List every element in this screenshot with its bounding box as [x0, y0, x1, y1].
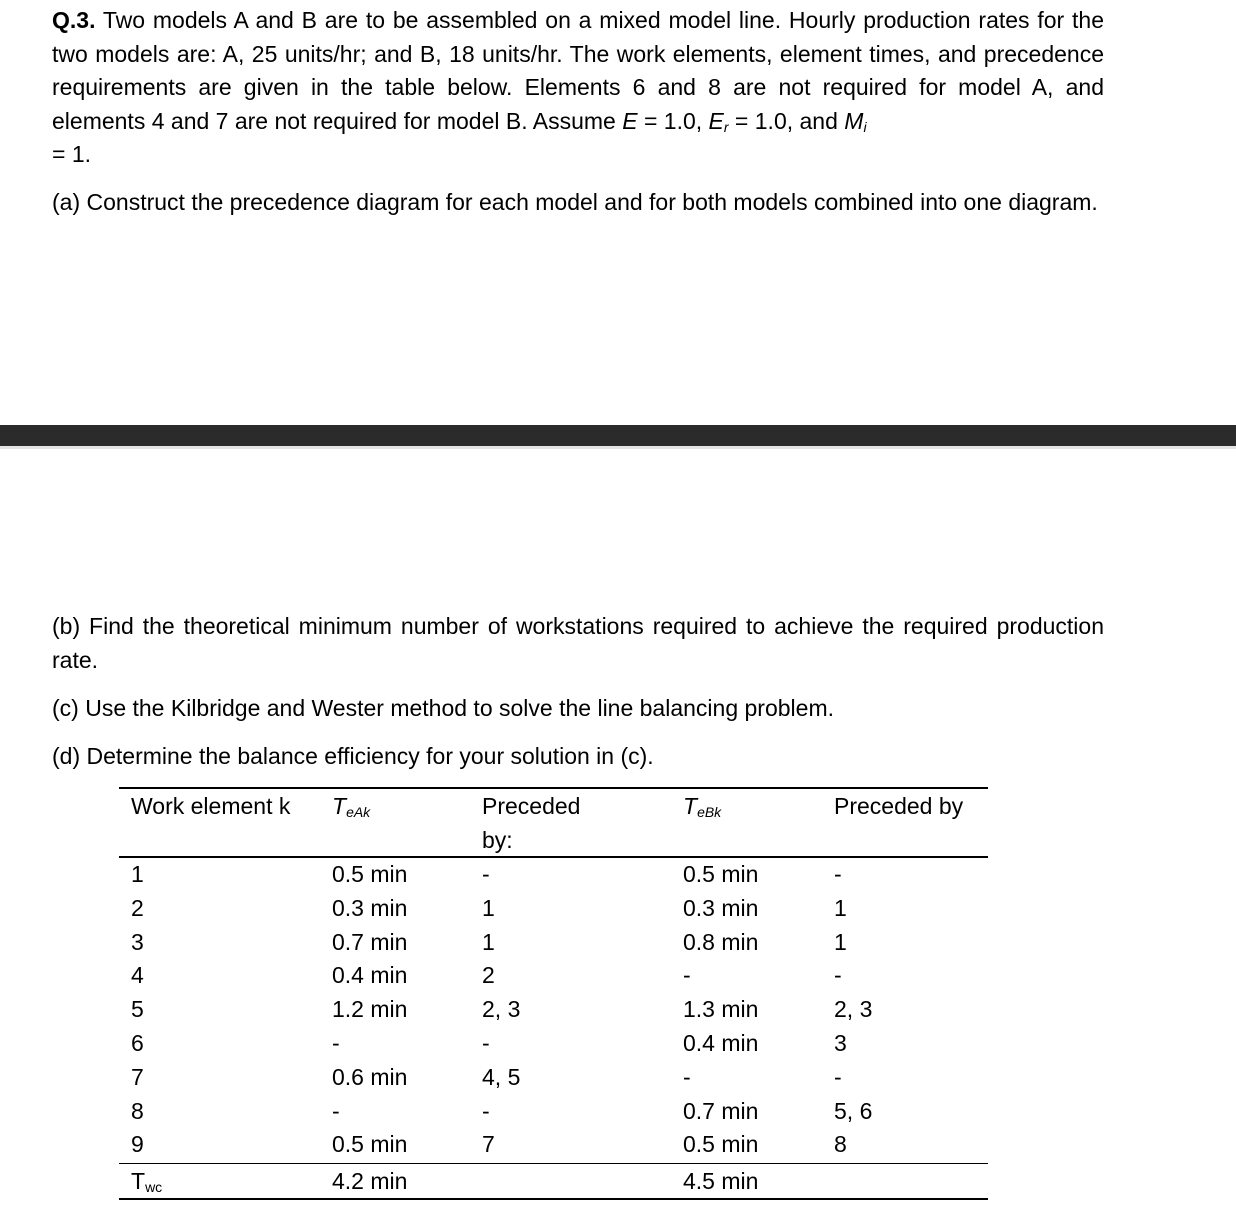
header-preceded-b: Preceded by — [834, 793, 964, 819]
divider-band — [0, 425, 1236, 446]
cell-tebk: - — [683, 1063, 691, 1090]
cell-work-element: 3 — [131, 928, 144, 955]
cell-tebk: 0.5 min — [683, 1131, 759, 1158]
table-header-rule — [119, 856, 988, 858]
cell-preceded-b: 2, 3 — [834, 996, 873, 1023]
cell-teak: 1.2 min — [332, 996, 408, 1023]
table-bottom-rule — [119, 1198, 988, 1200]
cell-tebk: 0.7 min — [683, 1097, 759, 1124]
cell-preceded-a: 7 — [482, 1131, 495, 1158]
var-mi: $M_i$ — [844, 107, 867, 135]
cell-preceded-b: 1 — [834, 928, 847, 955]
question-number: Q.3. — [52, 7, 96, 33]
part-c: (c) Use the Kilbridge and Wester method to solve the line balancing problem. — [52, 695, 834, 721]
cell-preceded-a: - — [482, 1097, 490, 1124]
header-tebk: $T_{eBk}$ — [683, 793, 722, 820]
var-er: $E_r$ — [708, 107, 729, 135]
cell-teak: 0.7 min — [332, 928, 408, 955]
cell-work-element: 9 — [131, 1131, 144, 1158]
cell-work-element: 6 — [131, 1030, 144, 1056]
cell-work-element: 8 — [131, 1097, 144, 1124]
cell-preceded-b: 3 — [834, 1030, 847, 1056]
cell-teak: 0.5 min — [332, 1131, 408, 1158]
var-mi-value: = 1. — [52, 141, 92, 167]
cell-preceded-b: 5, 6 — [834, 1097, 873, 1124]
cell-preceded-b: - — [834, 861, 842, 887]
var-er-value: = 1.0, and — [728, 107, 845, 134]
cell-work-element: 2 — [131, 894, 144, 921]
cell-teak: 0.6 min — [332, 1063, 408, 1090]
cell-preceded-a: - — [482, 861, 490, 887]
cell-teak: 0.3 min — [332, 894, 408, 921]
cell-teak: - — [332, 1097, 340, 1124]
question-text — [52, 4, 1104, 172]
cell-preceded-a: 1 — [482, 894, 495, 921]
cell-work-element: 1 — [131, 861, 144, 887]
cell-tebk: 1.3 min — [683, 996, 759, 1023]
cell-preceded-b: 1 — [834, 894, 847, 921]
header-teak: $T_{eAk}$ — [332, 793, 371, 820]
cell-preceded-b: - — [834, 962, 842, 989]
divider-shadow — [0, 446, 1236, 449]
header-preceded-a-line2: by: — [482, 827, 513, 853]
var-e-value: = 1.0, — [637, 107, 709, 134]
cell-preceded-a: 2, 3 — [482, 996, 521, 1023]
total-label: $T_{wc}$ — [131, 1168, 163, 1195]
part-a: (a) Construct the precedence diagram for each model and for both models combined into one diagram. — [52, 189, 1098, 215]
question-body: Two models A and B are to be assembled on a mixed model line. Hourly production rates for the two models are: A, 25 units/hr; and B, 18 units/hr. The work elements, element times, and precedence requirements are given in the table below. Elements 6 and 8 are not required for model A, and elements 4 and 7 are not required for model B. Assume — [52, 7, 1104, 134]
var-e: E — [622, 107, 638, 134]
cell-preceded-b: - — [834, 1063, 842, 1090]
cell-tebk: 0.5 min — [683, 861, 759, 887]
cell-teak: - — [332, 1030, 340, 1056]
cell-tebk: 0.4 min — [683, 1030, 759, 1056]
cell-teak: 0.4 min — [332, 962, 408, 989]
cell-preceded-b: 8 — [834, 1131, 847, 1158]
header-preceded-a-line1: Preceded — [482, 793, 581, 819]
cell-preceded-a: - — [482, 1030, 490, 1056]
cell-tebk: 0.3 min — [683, 894, 759, 921]
part-d: (d) Determine the balance efficiency for your solution in (c). — [52, 743, 654, 769]
cell-tebk: - — [683, 962, 691, 989]
part-b: (b) Find the theoretical minimum number of workstations required to achieve the required production rate. — [52, 613, 1104, 673]
total-tebk: 4.5 min — [683, 1168, 759, 1194]
total-teak: 4.2 min — [332, 1168, 408, 1194]
table-total-rule — [119, 1163, 988, 1164]
cell-work-element: 4 — [131, 962, 144, 989]
cell-work-element: 7 — [131, 1063, 144, 1090]
cell-teak: 0.5 min — [332, 861, 408, 887]
cell-preceded-a: 2 — [482, 962, 495, 989]
header-work-element: Work element k — [131, 793, 291, 819]
cell-preceded-a: 4, 5 — [482, 1063, 521, 1090]
cell-work-element: 5 — [131, 996, 144, 1023]
cell-tebk: 0.8 min — [683, 928, 759, 955]
cell-preceded-a: 1 — [482, 928, 495, 955]
